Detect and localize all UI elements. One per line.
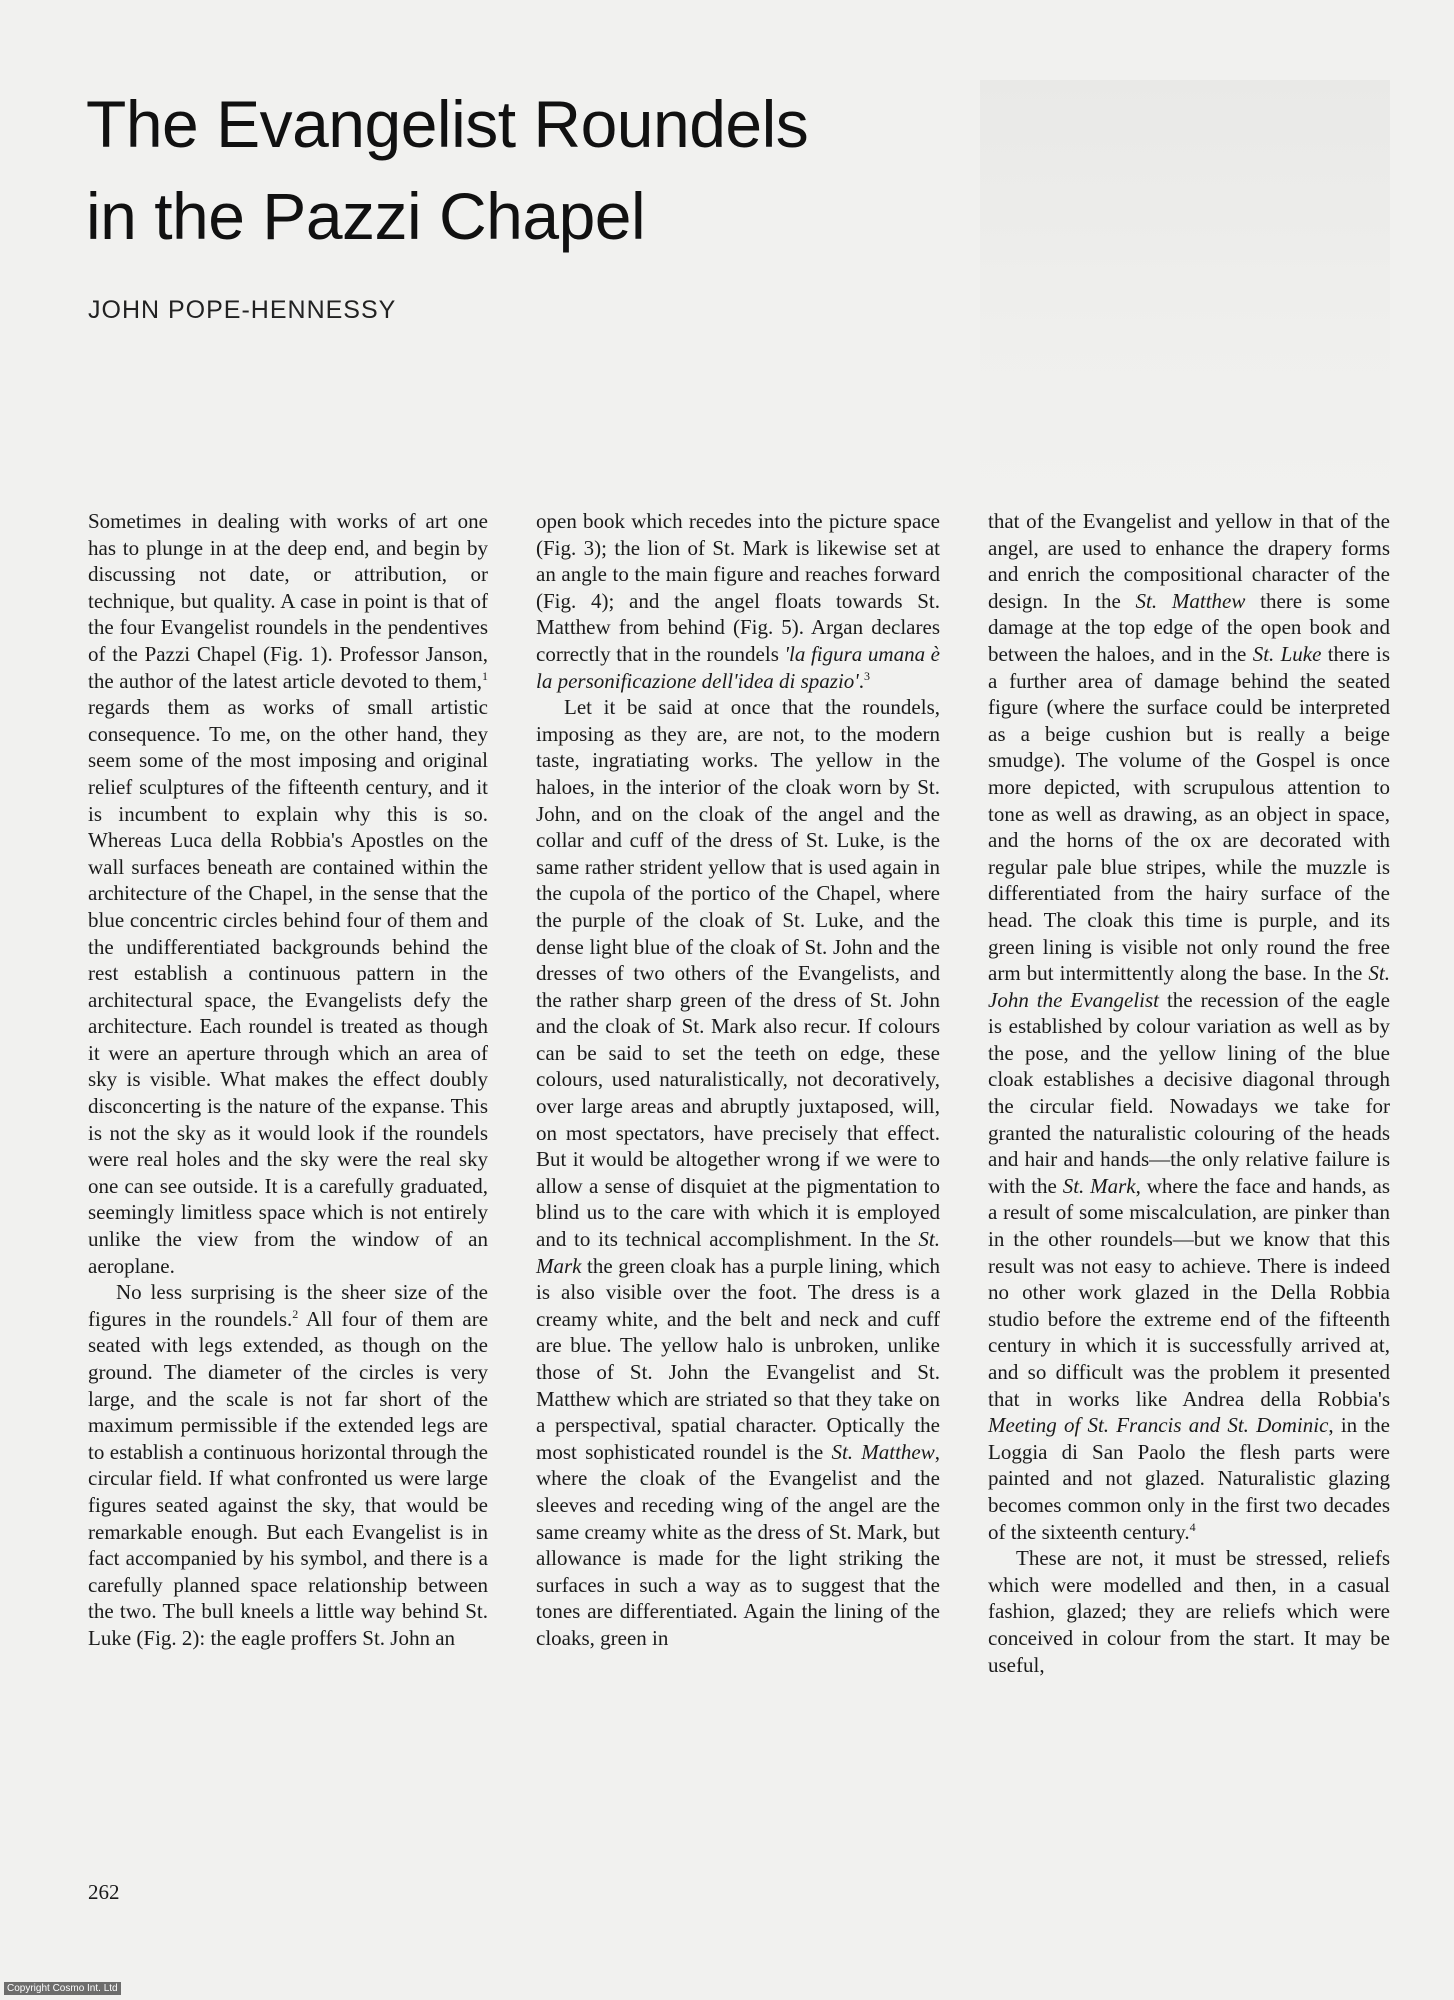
title-line-2: in the Pazzi Chapel	[86, 179, 646, 253]
page-number: 262	[88, 1880, 120, 1904]
paragraph: These are not, it must be stressed, reliefs which were modelled and then, in a casual fashion, glazed; they are reliefs which were conceived in colour from the start. It may be useful,	[988, 1546, 1390, 1677]
paragraph: open book which recedes into the picture space (Fig. 3); the lion of St. Mark is likewise set at an angle to the main figure and reaches forward (Fig. 4); and the angel floats towards St. Matthew from behind (Fig. 5). Argan declares correctly that in the roundels 'la figura umana è la personificazione dell'idea di spazio'.$^3$	[536, 509, 940, 693]
footnote-ref: 3	[864, 668, 871, 683]
text-column-2	[536, 508, 940, 1652]
footnote-ref: 4	[1189, 1519, 1196, 1534]
footnote-ref: 1	[482, 668, 488, 683]
text-column-3	[988, 508, 1390, 1678]
paragraph: Sometimes in dealing with works of art one has to plunge in at the deep end, and begin by discussing not date, or attribution, or technique, but quality. A case in point is that of the four Evangelist roundels in the pendentives of the Pazzi Chapel (Fig. 1). Professor Janson, the author of the latest article devoted to them,$^1$ regards them as works of small artistic consequence. To me, on the other hand, they seem some of the most imposing and original relief sculptures of the fifteenth century, and it is incumbent to explain why this is so. Whereas Luca della Robbia's Apostles on the wall surfaces beneath are contained within the architecture of the Chapel, in the sense that the blue concentric circles behind four of them and the undifferentiated backgrounds behind the rest establish a continuous pattern in the architectural space, the Evangelists defy the architecture. Each roundel is treated as though it were an aperture through which an area of sky is visible. What makes the effect doubly disconcerting is the nature of the expanse. This is not the sky as it would look if the roundels were real holes and the sky were the real sky one can see outside. It is a carefully graduated, seemingly limitless space which is not entirely unlike the view from the window of an aeroplane.	[88, 509, 488, 1278]
paragraph: Let it be said at once that the roundels, imposing as they are, are not, to the modern taste, ingratiating works. The yellow in the haloes, in the interior of the cloak worn by St. John, and on the cloak of the angel and the collar and cuff of the dress of St. Luke, is the same rather strident yellow that is used again in the cupola of the portico of the Chapel, where the purple of the cloak of St. Luke, and the dense light blue of the cloak of St. John and the dresses of two others of the Evangelists, and the rather sharp green of the dress of St. John and the cloak of St. Mark also recur. If colours can be said to set the teeth on edge, these colours, used naturalistically, not decoratively, over large areas and abruptly juxtaposed, will, on most spectators, have precisely that effect. But it would be altogether wrong if we were to allow a sense of disquiet at the pigmentation to blind us to the care with which it is employed and to its technical accomplishment. In the St. Mark the green cloak has a purple lining, which is also visible over the foot. The dress is a creamy white, and the belt and neck and cuff are blue. The yellow halo is unbroken, unlike those of St. John the Evangelist and St. Matthew which are striated so that they take on a perspectival, spatial character. Optically the most sophisticated roundel is the St. Matthew, where the cloak of the Evangelist and the sleeves and receding wing of the angel are the same creamy white as the dress of St. Mark, but allowance is made for the light striking the surfaces in such a way as to suggest that the tones are differentiated. Again the lining of the cloaks, green in	[536, 695, 941, 1650]
copyright-notice: Copyright Cosmo Int. Ltd	[4, 1982, 121, 1995]
article-title	[86, 78, 986, 262]
title-line-1: The Evangelist Roundels	[86, 87, 809, 161]
text-column-1	[88, 508, 488, 1652]
paragraph: that of the Evangelist and yellow in that of the angel, are used to enhance the drapery forms and enrich the compositional character of the design. In the St. Matthew there is some damage at the top edge of the open book and between the haloes, and in the St. Luke there is a further area of damage behind the seated figure (where the surface could be interpreted as a beige cushion but is really a beige smudge). The volume of the Gospel is once more depicted, with scrupulous attention to tone as well as drawing, as an object in space, and the horns of the ox are decorated with regular pale blue stripes, while the muzzle is differentiated from the hairy surface of the head. The cloak this time is purple, and its green lining is visible not only round the free arm but intermittently along the base. In the St. John the Evangelist the recession of the eagle is established by colour variation as well as by the pose, and the yellow lining of the blue cloak establishes a decisive diagonal through the circular field. Nowadays we take for granted the naturalistic colouring of the heads and hair and hands—the only relative failure is with the St. Mark, where the face and hands, as a result of some miscalculation, are pinker than in the other roundels—but we know that this result was not easy to achieve. There is indeed no other work glazed in the Della Robbia studio before the extreme end of the fifteenth century in which it is successfully arrived at, and so difficult was the problem it presented that in works like Andrea della Robbia's Meeting of St. Francis and St. Dominic, in the Loggia di San Paolo the flesh parts were painted and not glazed. Naturalistic glazing becomes common only in the first two decades of the sixteenth century.$^4$	[988, 509, 1391, 1544]
photo-backdrop	[980, 80, 1390, 500]
footnote-ref: 2	[292, 1306, 299, 1321]
author-name: JOHN POPE-HENNESSY	[88, 296, 397, 324]
paragraph: No less surprising is the sheer size of the figures in the roundels.$^2$ All four of them are seated with legs extended, as though on the ground. The diameter of the circles is very large, and the scale is not far short of the maximum permissible if the extended legs are to establish a continuous horizontal through the circular field. If what confronted us were large figures seated against the sky, that would be remarkable enough. But each Evangelist is in fact accompanied by his symbol, and there is a carefully planned space relationship between the two. The bull kneels a little way behind St. Luke (Fig. 2): the eagle proffers St. John an	[88, 1280, 489, 1650]
